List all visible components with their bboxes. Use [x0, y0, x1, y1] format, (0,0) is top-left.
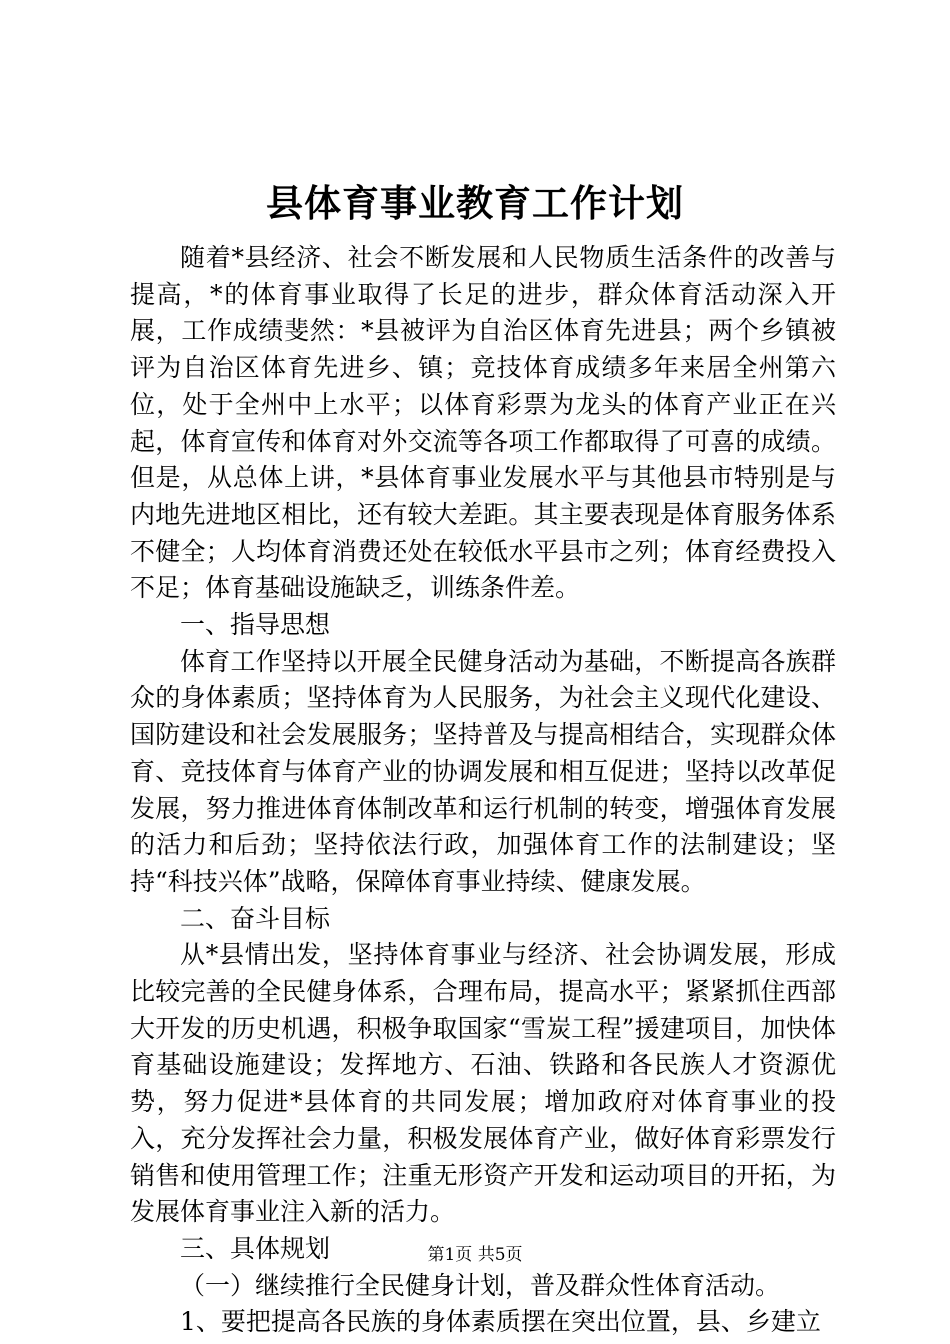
page-footer: 第1页 共5页	[427, 1245, 523, 1265]
intro-paragraph: 随着*县经济、社会不断发展和人民物质生活条件的改善与提高，*的体育事业取得了长足的进步，群众体育活动深入开展，工作成绩斐然：*县被评为自治区体育先进县；两个乡镇被评为自治区体育先进乡、镇；竞技体育成绩多年来居全州第六位，处于全州中上水平；以体育彩票为龙头的体育产业正在兴起，体育宣传和体育对外交流等各项工作都取得了可喜的成绩。但是，从总体上讲，*县体育事业发展水平与其他县市特别是与内地先进地区相比，还有较大差距。其主要表现是体育服务体系不健全；人均体育消费还处在较低水平县市之列；体育经费投入不足；体育基础设施缺乏，训练条件差。	[130, 243, 836, 603]
subsection-heading-fitness-plan: （一）继续推行全民健身计划，普及群众性体育活动。	[180, 1270, 781, 1300]
guiding-ideology-paragraph: 体育工作坚持以开展全民健身活动为基础，不断提高各族群众的身体素质；坚持体育为人民服务，为社会主义现代化建设、国防建设和社会发展服务；坚持普及与提高相结合，实现群众体育、竞技体育与体育产业的协调发展和相互促进；坚持以改革促发展，努力推进体育体制改革和运行机制的转变，增强体育发展的活力和后劲；坚持依法行政，加强体育工作的法制建设；坚持“科技兴体”战略，保障体育事业持续、健康发展。	[130, 646, 836, 896]
item-1-paragraph: 1、要把提高各民族的身体素质摆在突出位置，县、乡建立	[180, 1307, 821, 1337]
section-heading-guiding-ideology: 一、指导思想	[180, 610, 331, 640]
section-heading-specific-plan: 三、具体规划	[180, 1233, 331, 1263]
document-title: 县体育事业教育工作计划	[266, 181, 684, 225]
goals-paragraph: 从*县情出发，坚持体育事业与经济、社会协调发展，形成比较完善的全民健身体系，合理布局，提高水平；紧紧抓住西部大开发的历史机遇，积极争取国家“雪炭工程”援建项目，加快体育基础设施建设；发挥地方、石油、铁路和各民族人才资源优势，努力促进*县体育的共同发展；增加政府对体育事业的投入，充分发挥社会力量，积极发展体育产业，做好体育彩票发行销售和使用管理工作；注重无形资产开发和运动项目的开拓，为发展体育事业注入新的活力。	[130, 940, 836, 1227]
document-body	[130, 240, 836, 1341]
section-heading-goals: 二、奋斗目标	[180, 903, 331, 933]
